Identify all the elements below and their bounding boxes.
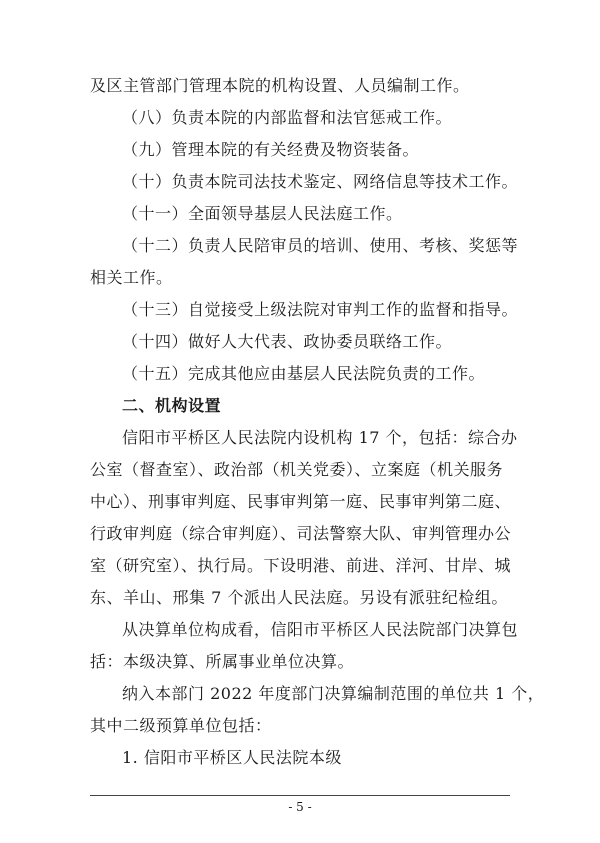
list-item-14: （十四）做好人大代表、政协委员联络工作。 [122, 332, 453, 351]
structure-line-1: 信阳市平桥区人民法院内设机构 17 个，包括：综合办 [122, 428, 518, 447]
structure-line-2: 公室（督查室）、政治部（机关党委）、立案庭（机关服务 [90, 460, 504, 479]
structure-line-3: 中心）、刑事审判庭、民事审判第一庭、民事审判第二庭、 [90, 492, 512, 511]
page-number: - 5 - [288, 800, 312, 814]
structure-line-6: 东、羊山、邢集 7 个派出人民法庭。另设有派驻纪检组。 [90, 588, 508, 607]
scope-item-1: 1. 信阳市平桥区人民法院本级 [122, 748, 342, 767]
list-item-9: （九）管理本院的有关经费及物资装备。 [122, 140, 420, 159]
list-item-11: （十一）全面领导基层人民法庭工作。 [122, 204, 403, 223]
section-heading: 二、机构设置 [122, 396, 222, 415]
structure-line-5: 室（研究室）、执行局。下设明港、前进、洋河、甘岸、城 [90, 556, 512, 575]
list-item-8: （八）负责本院的内部监督和法官惩戒工作。 [122, 108, 453, 127]
list-item-15: （十五）完成其他应由基层人民法院负责的工作。 [122, 364, 486, 383]
footer-divider [90, 795, 510, 796]
composition-line-1: 从决算单位构成看，信阳市平桥区人民法院部门决算包 [122, 620, 519, 639]
scope-line-1: 纳入本部门 2022 年度部门决算编制范围的单位共 1 个， [122, 684, 545, 703]
structure-line-4: 行政审判庭（综合审判庭）、司法警察大队、审判管理办公 [90, 524, 512, 543]
list-item-12: （十二）负责人民陪审员的培训、使用、考核、奖惩等 [122, 236, 519, 255]
scope-line-2: 其中二级预算单位包括： [90, 716, 272, 735]
list-item-13: （十三）自觉接受上级法院对审判工作的监督和指导。 [122, 300, 519, 319]
paragraph-line: 及区主管部门管理本院的机构设置、人员编制工作。 [90, 76, 470, 95]
list-item-12-continued: 相关工作。 [90, 268, 173, 287]
list-item-10: （十）负责本院司法技术鉴定、网络信息等技术工作。 [122, 172, 519, 191]
composition-line-2: 括：本级决算、所属事业单位决算。 [90, 652, 355, 671]
